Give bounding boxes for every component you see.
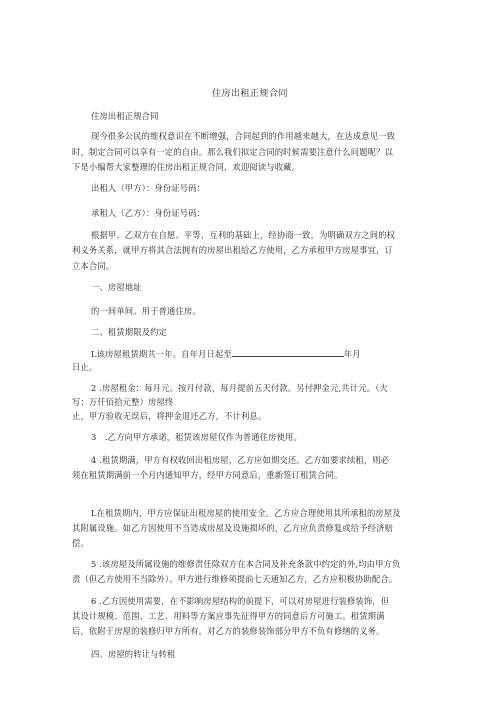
clause-2-line-1: 2 .房屋租金：每月元。按月付款，每月提前五天付款。另付押金元,共计元。（大 — [91, 383, 388, 393]
clause-2-line-2: 写：万仟佰拾元整）房屋终 — [72, 397, 174, 407]
section-2-heading: 二、租赁期限及约定 — [91, 327, 168, 337]
clause-2-line-3: 止，甲方验收无误后，将押金退还乙方，不计利息。 — [72, 411, 267, 421]
subtitle: 住房出租正规合同 — [91, 111, 159, 121]
clause-5-line-2: 其附属设施。如乙方因使用不当造成房屋及设施损坏的，乙方应负责修复或给予经济赔 — [72, 523, 393, 533]
intro-line-1: 现今很多公民的维权意识在不断增强，合同起到的作用越来越大，在达成意见一致 — [91, 131, 396, 141]
clause-1-line-2: 日止。 — [72, 362, 98, 372]
section-1-text: 的一间单间。用于普通住房。 — [91, 306, 201, 316]
intro-line-3: 下是小编帮大家整理的住房出租正规合同，欢迎阅读与收藏。 — [72, 162, 301, 172]
lessee-line: 承租人（乙方）：身份证号码： — [91, 208, 206, 218]
lessor-line: 出租人（甲方）：身份证号码： — [91, 183, 206, 193]
preamble-line-1: 根据甲、乙双方在自愿、平等、互利的基础上，经协商一致，为明确双方之间的权 — [91, 230, 396, 240]
clause-4-line-1: 4 .租赁期满，甲方有权收回出租房屋，乙方应如期交还。乙方如要求续租，则必 — [91, 455, 390, 465]
clause-7-line-1: 6 .乙方因使用需要，在不影响房屋结构的前提下，可以对房屋进行装修装饰，但 — [91, 596, 390, 606]
section-1-heading: 一、房屋地址 — [91, 282, 142, 292]
clause-4-line-2: 须在租赁期满前一个月内通知甲方，经甲方同意后，重新签订租赁合同。 — [72, 470, 343, 480]
clause-1-line-1 — [91, 347, 361, 360]
clause-5-line-1: L在租赁期内，甲方应保证出租房屋的使用安全。乙方应合理使用其所承租的房屋及 — [91, 508, 401, 518]
clause-7-line-2: 其设计规模、范围、工艺、用料等方案应事先征得甲方的同意后方可施工。租赁期满 — [72, 611, 385, 621]
intro-line-2: 时，制定合同可以享有一定的自由。那么我们拟定合同的时候需要注意什么问题呢？以 — [72, 147, 393, 157]
clause-1-text-start: L该房屋租赁期共一年。自年月日起至 — [91, 349, 232, 359]
clause-7-line-3: 后，依附于房屋的装修归甲方所有。对乙方的装修装饰部分甲方不负有修缮的义务。 — [72, 626, 385, 636]
clause-5-line-3: 偿。 — [72, 538, 89, 548]
preamble-line-2: 利义务关系，就甲方将其合法拥有的房屋出租给乙方使用，乙方承租甲方房屋事宜，订 — [72, 245, 393, 255]
clause-6-line-2: 责（但乙方使用不当除外）。甲方进行维修须提前七天通知乙方，乙方应积极协助配合。 — [72, 574, 398, 584]
clause-6-line-1: 5 .该房屋及所属设施的维修责任除双方在本合同及补充条款中约定的外,均由甲方负 — [91, 559, 401, 569]
document-title: 住房出租正规合同 — [211, 89, 288, 99]
clause-3: 3 .乙方向甲方承诺，租赁该房屋仅作为普通住房使用。 — [91, 432, 302, 442]
fill-in-blank — [232, 347, 344, 357]
preamble-line-3: 立本合同。 — [72, 261, 115, 271]
clause-1-text-end: 年月 — [343, 349, 361, 359]
section-4-heading: 四、房屋的转让与转租 — [91, 649, 176, 659]
